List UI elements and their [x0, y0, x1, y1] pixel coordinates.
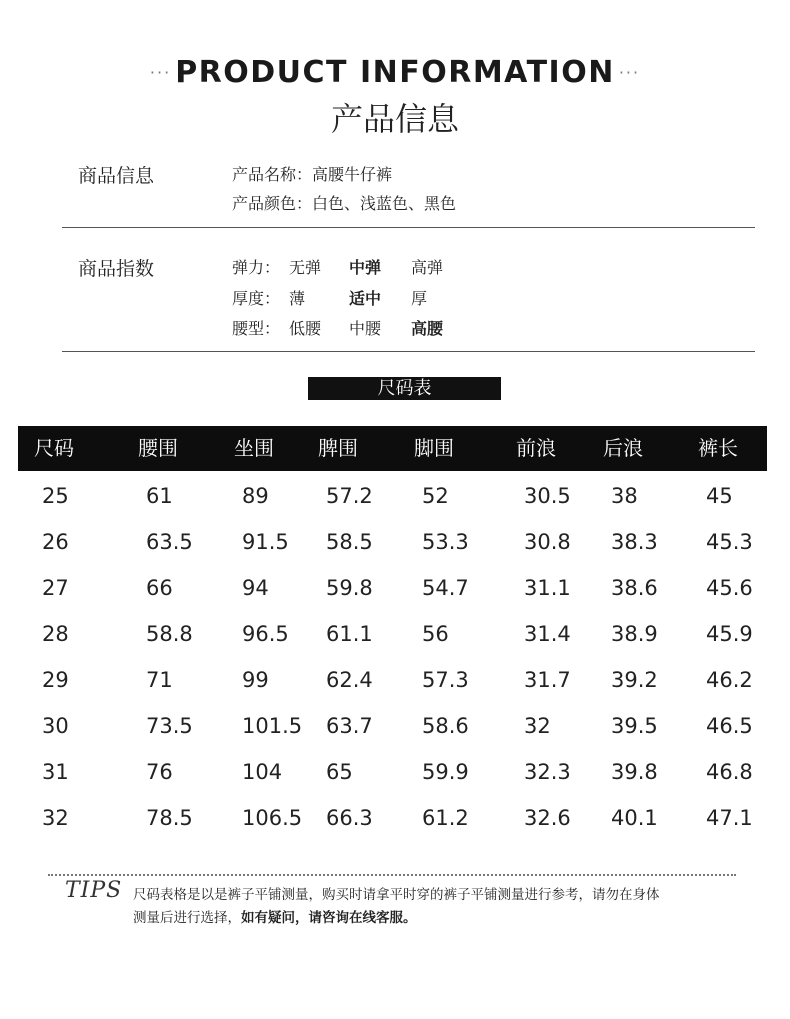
index-option: 薄: [289, 289, 306, 308]
table-cell: 62.4: [326, 668, 373, 692]
table-cell: 45.3: [706, 530, 753, 554]
table-cell: 32.6: [524, 806, 571, 830]
table-cell: 28: [42, 622, 69, 646]
index-option-selected: 中弹: [349, 258, 382, 277]
table-cell: 45: [706, 484, 733, 508]
section-divider: [62, 227, 755, 228]
product-color-value: 白色、浅蓝色、黑色: [312, 194, 457, 213]
table-cell: 104: [242, 760, 283, 784]
tips-label: TIPS: [65, 878, 123, 903]
table-header-cell: 前浪: [516, 436, 556, 460]
table-cell: 25: [42, 484, 69, 508]
table-cell: 91.5: [242, 530, 289, 554]
table-row: [0, 703, 790, 749]
tips-line-2-bold: 如有疑问，请咨询在线客服。: [241, 910, 417, 926]
table-cell: 66: [146, 576, 173, 600]
size-table-header: [18, 426, 767, 471]
table-header-cell: 腰围: [138, 436, 178, 460]
tips-line-2-normal: 测量后进行选择，: [133, 910, 241, 926]
table-cell: 73.5: [146, 714, 193, 738]
table-cell: 30.8: [524, 530, 571, 554]
table-cell: 66.3: [326, 806, 373, 830]
index-row-key: 弹力：: [232, 258, 281, 277]
table-cell: 29: [42, 668, 69, 692]
tips-line-1: 尺码表格是以是裤子平铺测量，购买时请拿平时穿的裤子平铺测量进行参考，请勿在身体: [133, 887, 660, 903]
index-option-selected: 适中: [349, 289, 382, 308]
table-cell: 38.9: [611, 622, 658, 646]
table-cell: 59.8: [326, 576, 373, 600]
table-header-cell: 脚围: [414, 436, 454, 460]
table-cell: 39.2: [611, 668, 658, 692]
table-row: [0, 795, 790, 841]
table-cell: 61: [146, 484, 173, 508]
table-cell: 40.1: [611, 806, 658, 830]
table-cell: 71: [146, 668, 173, 692]
table-cell: 31.1: [524, 576, 571, 600]
page-title-cn: 产品信息: [330, 100, 459, 138]
table-cell: 30: [42, 714, 69, 738]
table-cell: 57.2: [326, 484, 373, 508]
index-option: 中腰: [349, 319, 382, 338]
table-cell: 27: [42, 576, 69, 600]
table-cell: 99: [242, 668, 269, 692]
table-cell: 31.7: [524, 668, 571, 692]
index-option: 厚: [411, 289, 428, 308]
table-cell: 32: [524, 714, 551, 738]
table-cell: 89: [242, 484, 269, 508]
table-cell: 38: [611, 484, 638, 508]
page-title-en: PRODUCT INFORMATION: [175, 54, 615, 90]
index-option: 无弹: [289, 258, 322, 277]
table-cell: 61.1: [326, 622, 373, 646]
table-cell: 46.8: [706, 760, 753, 784]
table-header-cell: 尺码: [34, 436, 74, 460]
product-color-key: 产品颜色：: [232, 194, 313, 213]
table-cell: 59.9: [422, 760, 469, 784]
table-cell: 47.1: [706, 806, 753, 830]
table-cell: 26: [42, 530, 69, 554]
table-cell: 58.8: [146, 622, 193, 646]
product-info-label: 商品信息: [78, 165, 155, 187]
table-cell: 63.5: [146, 530, 193, 554]
table-cell: 56: [422, 622, 449, 646]
table-row: [0, 519, 790, 565]
index-option-selected: 高腰: [411, 319, 444, 338]
product-index-label: 商品指数: [78, 258, 155, 280]
table-header-cell: 脾围: [318, 436, 358, 460]
table-cell: 52: [422, 484, 449, 508]
title-dots-right: ···: [618, 62, 641, 82]
title-dots-left: ···: [149, 62, 172, 82]
size-chart-title: 尺码表: [308, 377, 501, 400]
table-cell: 106.5: [242, 806, 303, 830]
index-option: 低腰: [289, 319, 322, 338]
product-name-value: 高腰牛仔裤: [312, 165, 393, 184]
index-row: [232, 316, 532, 338]
table-row: [0, 473, 790, 519]
table-row: [0, 565, 790, 611]
page-title-row: [0, 52, 790, 92]
table-cell: 63.7: [326, 714, 373, 738]
table-row: [0, 611, 790, 657]
section-divider: [62, 351, 755, 352]
table-cell: 30.5: [524, 484, 571, 508]
table-cell: 46.2: [706, 668, 753, 692]
tips-line-2: [133, 906, 417, 926]
tips-dotted-divider: [48, 874, 736, 876]
product-name-key: 产品名称：: [232, 165, 313, 184]
table-cell: 53.3: [422, 530, 469, 554]
table-cell: 61.2: [422, 806, 469, 830]
table-cell: 58.5: [326, 530, 373, 554]
table-cell: 32.3: [524, 760, 571, 784]
table-cell: 54.7: [422, 576, 469, 600]
table-row: [0, 749, 790, 795]
table-cell: 38.6: [611, 576, 658, 600]
table-cell: 32: [42, 806, 69, 830]
table-cell: 31: [42, 760, 69, 784]
table-row: [0, 657, 790, 703]
table-cell: 96.5: [242, 622, 289, 646]
index-option: 高弹: [411, 258, 444, 277]
table-cell: 78.5: [146, 806, 193, 830]
table-cell: 45.9: [706, 622, 753, 646]
table-cell: 31.4: [524, 622, 571, 646]
product-name-line: [232, 162, 392, 185]
table-cell: 39.8: [611, 760, 658, 784]
index-row: [232, 286, 532, 308]
table-cell: 39.5: [611, 714, 658, 738]
table-cell: 94: [242, 576, 269, 600]
index-row-key: 腰型：: [232, 319, 281, 338]
table-cell: 101.5: [242, 714, 303, 738]
table-header-cell: 后浪: [603, 436, 643, 460]
table-cell: 76: [146, 760, 173, 784]
product-color-line: [232, 191, 456, 214]
table-cell: 38.3: [611, 530, 658, 554]
table-header-cell: 坐围: [234, 436, 274, 460]
table-header-cell: 裤长: [698, 436, 738, 460]
index-row: [232, 255, 532, 277]
index-row-key: 厚度：: [232, 289, 281, 308]
table-cell: 65: [326, 760, 353, 784]
table-cell: 57.3: [422, 668, 469, 692]
table-cell: 45.6: [706, 576, 753, 600]
table-cell: 46.5: [706, 714, 753, 738]
table-cell: 58.6: [422, 714, 469, 738]
